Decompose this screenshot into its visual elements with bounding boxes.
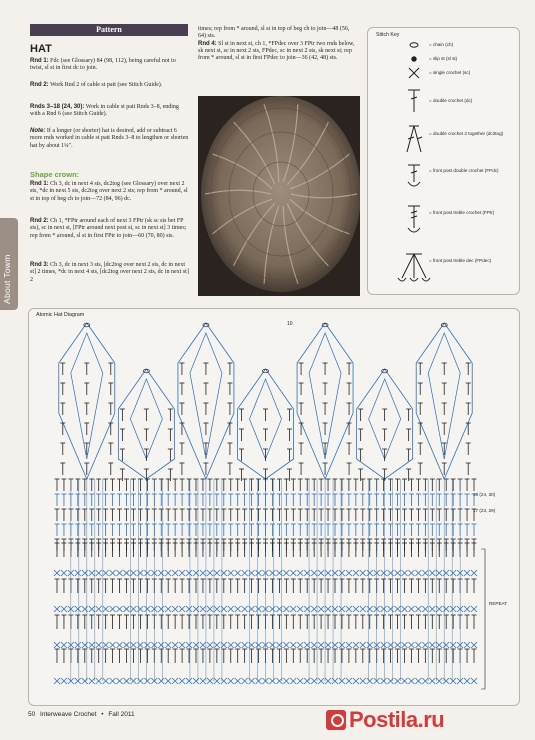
diagram-label-top: 10 — [287, 321, 293, 327]
postila-logo-icon — [326, 710, 346, 730]
instruction-label: Rnd 3: — [30, 262, 49, 268]
hat-photo — [198, 96, 360, 296]
instruction-text: Fdc (see Glossary) 84 (98, 112), being careful not to twist, sl st in first dc to join. — [30, 58, 176, 72]
diagram-label-round-b: 17 (23, 29) — [473, 508, 496, 513]
key-label-fptr-dec: = front post treble dec (FPdec) — [429, 258, 492, 263]
instruction-text: Work in cable st patt Rnds 3–8, ending with a Rnd 6 (see Stitch Guide). — [30, 104, 179, 118]
instruction-rnd2 — [30, 82, 190, 89]
instruction-text: If a longer (or shorter) hat is desired, add or subtract 6 more rnds worked in cable st patt Rnds 3–8 to lengthen or shorten hat by about 1¼". — [30, 128, 189, 149]
watermark-text: Postila.ru — [349, 707, 445, 732]
issue-name: Fall 2011 — [108, 711, 135, 718]
instruction-rnd1 — [30, 58, 190, 73]
instruction-label: Note: — [30, 128, 46, 134]
crochet-diagram-panel — [28, 308, 520, 706]
diagram-label-round-a: 18 (24, 30) — [473, 492, 496, 497]
pattern-header-bar: Pattern — [30, 24, 188, 36]
key-label-fpdc: = front post double crochet (FPdc) — [429, 168, 499, 173]
instruction-note — [30, 128, 190, 150]
watermark — [326, 707, 444, 733]
slip-stitch-icon — [412, 57, 416, 61]
hat-photo-illustration — [198, 96, 360, 296]
key-label-double-crochet: = double crochet (dc) — [429, 98, 473, 103]
instruction-text: Sl st in next st, ch 1, *FPdec over 3 FPtr two rnds below, sk next st, sc in next 2 sts, FPdec, sc in next 2 sts, sk next st; rep from * around, sl st in first FPdec to join—36 (42, 48) sts. — [198, 40, 355, 62]
section-tab[interactable] — [0, 218, 18, 310]
crown-rnd3 — [30, 262, 190, 284]
page-number: 50 — [28, 711, 36, 718]
key-label-chain: = chain (ch) — [429, 42, 454, 47]
single-crochet-icon — [409, 68, 419, 78]
instruction-text: Work Rnd 2 of cable st patt (see Stitch Guide). — [50, 82, 163, 88]
hat-heading: HAT — [30, 43, 52, 55]
continued-text — [198, 26, 358, 62]
crown-rnd2 — [30, 218, 190, 240]
magazine-name: Interweave Crochet — [40, 711, 97, 718]
double-crochet-icon — [408, 90, 420, 112]
key-label-single-crochet: = single crochet (sc) — [429, 70, 471, 75]
crown-rnd1 — [30, 181, 190, 203]
page-footer — [28, 711, 135, 718]
stitch-key-symbols — [368, 28, 519, 294]
key-label-fptr: = front post treble crochet (FPtr) — [429, 210, 495, 215]
instruction-label: Rnd 1: — [30, 181, 49, 187]
instruction-text: Ch 1, *FPtr around each of next 3 FPtr (sk sc sts bet FP sts), sc in next st, [FPtr around next post st, sc in next st] 3 times; rep from * around, sl st in first FPtr to join—60 (70, 80) sts. — [30, 218, 187, 239]
footer-bullet: • — [101, 711, 104, 718]
fptr-icon — [408, 206, 420, 232]
chain-icon — [410, 43, 418, 47]
dc2tog-icon — [407, 126, 422, 152]
instruction-text: Ch 3, dc in next 4 sts, dc2tog (see Glossary) over next 2 sts, *dc in next 5 sts, dc2tog over next 2 sts; rep from * around, sl st in top of beg ch to join—72 (84, 96) dc. — [30, 181, 188, 202]
instruction-label: Rnds 3–18 (24, 30): — [30, 104, 85, 110]
instruction-text: Ch 3, dc in next 3 sts, [dc2tog over next 2 sts, dc in next st] 2 times, *dc in next 4 sts, [dc2tog over next 2 sts, dc in next st] 2 — [30, 262, 189, 283]
section-tab-label: About Towm — [2, 254, 12, 304]
key-label-dc2tog: = double crochet 2 together (dc2tog) — [429, 131, 504, 136]
key-label-slip-stitch: = slip st (sl st) — [429, 56, 458, 61]
stitch-key-title: Stitch Key — [376, 32, 400, 38]
shape-crown-heading: Shape crown: — [30, 170, 80, 179]
crochet-diagram-chart — [29, 309, 519, 705]
fptr-dec-icon — [398, 254, 430, 281]
diagram-label-repeat: REPEAT — [489, 601, 508, 606]
instruction-label: Rnd 2: — [30, 82, 49, 88]
instruction-label: Rnd 4: — [198, 40, 217, 47]
continued-rnd3: times; rep from * around, sl st in top of beg ch to join—48 (56, 64) sts. — [198, 26, 350, 40]
diagram-title: Atomic Hat Diagram — [36, 312, 85, 318]
instruction-label: Rnd 2: — [30, 218, 49, 224]
instruction-rnds3-18 — [30, 104, 190, 119]
instruction-label: Rnd 1: — [30, 58, 49, 64]
stitch-key-panel — [367, 27, 520, 295]
fpdc-icon — [408, 165, 420, 186]
